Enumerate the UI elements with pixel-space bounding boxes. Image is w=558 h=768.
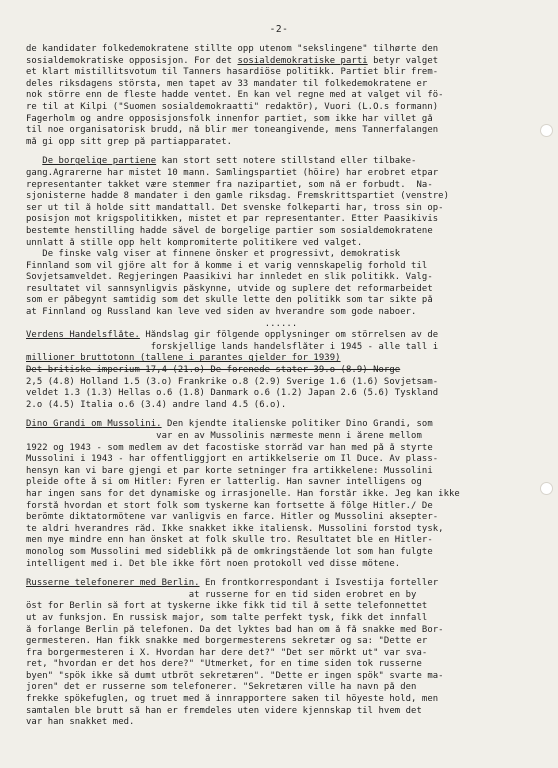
text-line: som er påbegynt samtidig som det skulle lette den politikk som tar sikte på xyxy=(26,295,433,306)
text-line: at russerne for en tid siden erobret en by xyxy=(26,589,417,600)
text-line: veldet 1.3 (1.3) Hellas o.6 (1.8) Danmark o.6 (1.2) Japan 2.6 (5.6) Tyskland xyxy=(26,388,439,399)
text-line: å forlange Berlin på telefonen. Da det lyktes bad han om å få snakke med Bor- xyxy=(26,624,444,635)
paragraph-valget xyxy=(26,44,536,148)
text-line: frekke spökefuglen, og truet med å innrapportere saken til höyeste hold, men xyxy=(26,694,439,705)
text-line: 1922 og 1943 - som medlem av det facostiske storråd var han med på å styrte xyxy=(26,442,433,453)
punch-hole xyxy=(540,482,553,495)
text-line: samtalen ble brutt så han er fremdeles uten videre kjennskap til hvem det xyxy=(26,705,422,716)
text-line: må gi opp sitt grep på partiapparatet. xyxy=(26,136,233,147)
text-line: berömte diktatormötene var vanligvis en farce. Hitler og Mussolini aksepter- xyxy=(26,512,439,523)
text-line: men mye mindre enn han önsket at folk skulle tro. Resultatet ble en Hitler- xyxy=(26,535,433,546)
text-line: Verdens Handelsflåte. Håndslag gir fölgende opplysninger om störrelsen av de xyxy=(26,330,439,341)
text-line: Det britiske imperium 17,4 (21.o) De forenede stater 39.o (8.9) Norge xyxy=(26,365,401,376)
text-line: forstå hvordan et stort folk som tyskerne kan fortsette å fölge Hitler./ De xyxy=(26,500,433,511)
text-line: hensyn kan vi bare gjengi et par korte setninger fra artikkelene: Mussolini xyxy=(26,465,433,476)
text-line: ser ut til å holde sitt mandattall. Det svenske folkeparti har, tross sin op- xyxy=(26,202,444,213)
section-heading: Dino Grandi om Mussolini. xyxy=(26,419,162,430)
text-line: ret, "hvordan er det hos dere?" "Utmerket, for en time siden tok russerne xyxy=(26,659,422,670)
text-line: 2,5 (4.8) Holland 1.5 (3.o) Frankrike o.8 (2.9) Sverige 1.6 (1.6) Sovjetsam- xyxy=(26,376,439,387)
text-line: intelligent med i. Det ble ikke fört noen protokoll ved disse mötene. xyxy=(26,558,401,569)
text-line: byen" "spök ikke så dumt utbröt sekretæren". "Dette er ingen spök" svarte ma- xyxy=(26,670,444,681)
text-line: Dino Grandi om Mussolini. Den kjendte italienske politiker Dino Grandi, som xyxy=(26,419,433,430)
paragraph-russerne-telefonerer xyxy=(26,578,536,729)
section-heading: Verdens Handelsflåte. xyxy=(26,330,140,341)
text-line: Sovjetsamveldet. Regjeringen Paasikivi har innledet en slik politikk. Valg- xyxy=(26,272,433,283)
text-line: var han snakket med. xyxy=(26,717,135,728)
text-line: deles riksdagens största, men tapet av 33 mandater til folkedemokratene er xyxy=(26,78,428,89)
text-line: de kandidater folkedemokratene stillte opp utenom "sekslingene" tilhørte den xyxy=(26,44,439,54)
text-line: at Finnland og Russland kan leve ved siden av hverandre som gode naboer. xyxy=(26,307,417,318)
document-body xyxy=(26,44,536,729)
paragraph-dino-grandi xyxy=(26,419,536,570)
text-line: posisjon mot krigspolitikken, mistet et par representanter. Etter Paasikivis xyxy=(26,214,439,225)
text-line: millioner bruttotonn (tallene i parantes gjelder for 1939) xyxy=(26,353,341,364)
text-line: unnlatt å stille opp helt kompromiterte politikere ved valget. xyxy=(26,237,363,248)
section-heading: Russerne telefonerer med Berlin. xyxy=(26,578,200,589)
text-line: Fagerholm og andre opposisjonsfolk innenfor partiet, som ikke har villet gå xyxy=(26,113,433,124)
text-line: germesteren. Han fikk snakke med borgermesterens sekretær og sa: "Dette er xyxy=(26,636,428,647)
section-heading: De borgelige partiene xyxy=(42,156,157,167)
text-line: forskjellige lands handelsflåter i 1945 - alle tall i xyxy=(26,341,439,352)
text-line: til noe organisatorisk brudd, nå blir mer toneangivende, mens Tannerfalangen xyxy=(26,125,439,136)
text-line: et klart mistillitsvotum til Tanners hasardiöse politikk. Partiet blir frem- xyxy=(26,67,439,78)
text-line: Russerne telefonerer med Berlin. En frontkorrespondant i Isvestija forteller xyxy=(26,578,439,589)
separator: ...... xyxy=(264,318,298,329)
text-line: joren" det er russerne som telefonerer. "Sekretæren ville ha navn på den xyxy=(26,682,417,693)
text-line: bestemte henstilling hadde såvel de borgelige partier som sosialdemokratene xyxy=(26,225,433,236)
text-line: öst for Berlin så fort at tyskerne ikke fikk tid til å sette telefonnettet xyxy=(26,601,428,612)
text-line: representanter takket være stemmer fra nazipartiet, som nå er forbudt. Na- xyxy=(26,179,433,190)
text-line: gang.Agrarerne har mistet 10 mann. Samlingspartiet (höire) har erobret etpar xyxy=(26,167,439,178)
paragraph-borgelige-partiene xyxy=(26,156,536,318)
text-line: Finnland som vil gjöre alt for å komme i et varig vennskapelig forhold til xyxy=(26,260,428,271)
text-line: var en av Mussolinis nærmeste menn i årene mellom xyxy=(26,431,422,441)
text-line: De borgelige partiene kan stort sett notere stillstand eller tilbake- xyxy=(42,156,417,167)
text-line: re til at Kilpi ("Suomen sosialdemokraatti" redaktör), Vuori (L.O.s formann) xyxy=(26,101,439,112)
text-line: pleide ofte å si om Hitler: Fyren er latterlig. Han savner intelligens og xyxy=(26,477,422,488)
text-line: te aldri hverandres råd. Ikke snakket ikke italiensk. Mussolini forstod tysk, xyxy=(26,523,444,534)
text-line: har ingen sans for det dynamiske og irrasjonelle. Han forstår ikke. Jeg kan ikke xyxy=(26,488,460,499)
text-line: 2.o (4.5) Italia o.6 (3.4) andre land 4.5 (6.o). xyxy=(26,399,287,410)
punch-hole xyxy=(540,124,553,137)
text-line: De finske valg viser at finnene önsker et progressivt, demokratisk xyxy=(26,249,401,260)
text-line: sosialdemokratiske opposisjon. For det sosialdemokratiske parti betyr valget xyxy=(26,55,439,66)
text-line: ut av funksjon. En russisk major, som talte perfekt tysk, fikk det innfall xyxy=(26,612,428,623)
text-line: fra borgermesteren i X. Hvordan har dere det?" "Det ser mörkt ut" var sva- xyxy=(26,647,428,658)
page-number: -2- xyxy=(269,24,289,35)
text-line: sjonisterne hadde 8 mandater i den gamle riksdag. Fremskrittspartiet (venstre) xyxy=(26,191,450,202)
text-line: nok större enn de fleste hadde ventet. En kan vel regne med at valget vil fö- xyxy=(26,90,444,101)
text-line: Mussolini i 1943 - har offentliggjort en artikkelserie om Il Duce. Av plass- xyxy=(26,454,439,465)
text-line: monolog som Mussolini med sideblikk på de omkringstående lot som han fulgte xyxy=(26,546,433,557)
paragraph-handelsflate xyxy=(26,330,536,411)
text-line: resultatet vil sannsynligvis påskynne, utvide og suplere det reformarbeidet xyxy=(26,283,433,294)
